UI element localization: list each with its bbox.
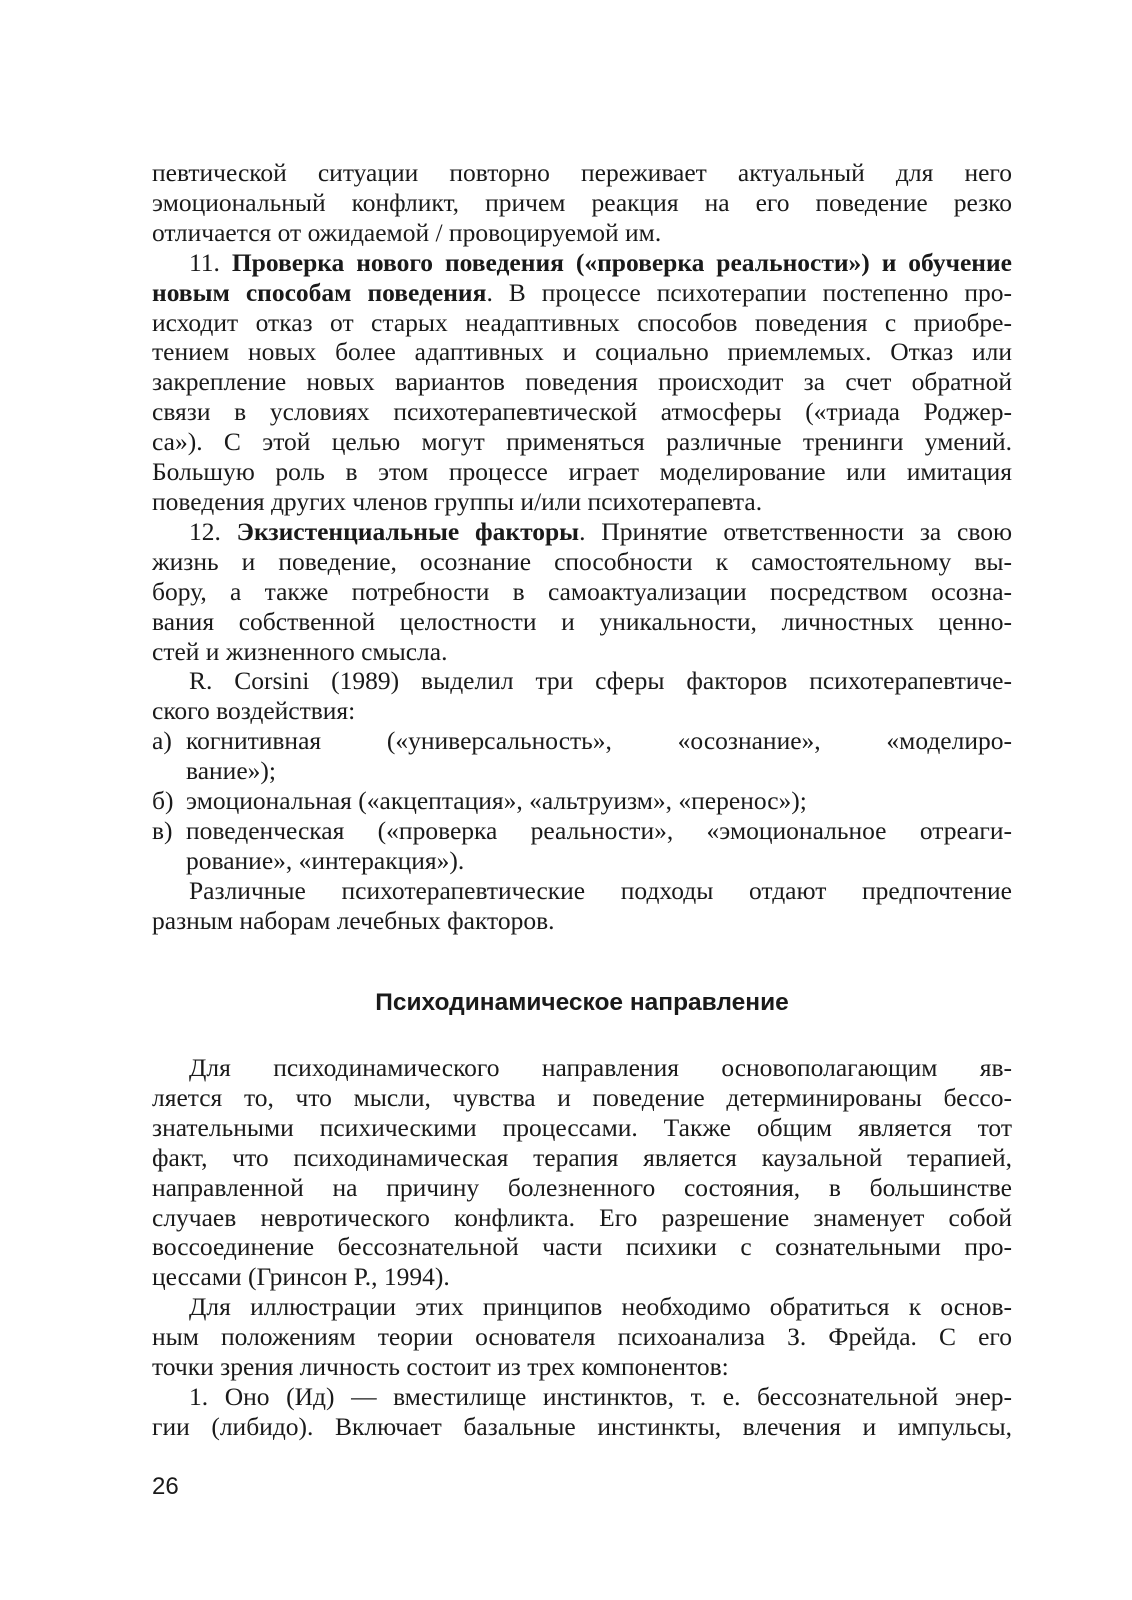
list-body [186, 816, 1012, 876]
text-line: вания собственной целостности и уникальности, личностных ценно- [152, 606, 1012, 636]
text-line: воссоединение бессознательной части психики с сознательными про- [152, 1232, 1012, 1262]
text-line: жизнь и поведение, осознание способности к самостоятельному вы- [152, 546, 1012, 576]
list-marker: а) [152, 726, 172, 756]
paragraph-corsini [152, 666, 1012, 726]
item-title-cont: новым способам поведения [152, 277, 487, 307]
item-number: 11. [189, 247, 232, 277]
list-item-behavioral [152, 816, 1012, 876]
paragraph-id [152, 1382, 1012, 1442]
text-block-top [152, 158, 1012, 936]
text-line: эмоциональный конфликт, причем реакция на его поведение резко [152, 187, 1012, 217]
page-number: 26 [152, 1473, 179, 1500]
text-line [152, 517, 1012, 547]
text-line: отличается от ожидаемой / провоцируемой им. [152, 217, 662, 247]
text-line: точки зрения личность состоит из трех компонентов: [152, 1352, 729, 1382]
text-line: R. Corsini (1989) выделил три сферы факторов психотерапевтиче- [189, 666, 1012, 696]
text-line: 1. Оно (Ид) — вместилище инстинктов, т. е. бессознательной энер- [189, 1381, 1012, 1411]
text-line: са»). С этой целью могут применяться различные тренинги умений. [152, 427, 1012, 457]
text-line [152, 248, 1012, 278]
text-block-bottom [152, 1053, 1012, 1442]
item-text: . В процессе психотерапии постепенно про- [486, 277, 1013, 307]
text-line: бору, а также потребности в самоактуализации посредством осозна- [152, 576, 1012, 606]
text-line: Для психодинамического направления основополагающим яв- [189, 1053, 1012, 1082]
text-line: эмоциональная («акцептация», «альтруизм», «перенос»); [186, 786, 807, 816]
text-line [152, 278, 1012, 308]
list-body [186, 726, 1012, 786]
text-line: тением новых более адаптивных и социально приемлемых. Отказ или [152, 337, 1012, 367]
paragraph-closing [152, 876, 1012, 936]
text-line: ского воздействия: [152, 696, 356, 726]
item-text: . Принятие ответственности за свою [579, 516, 1013, 546]
list-marker: б) [152, 786, 174, 816]
paragraph-freud [152, 1292, 1012, 1382]
text-line: когнитивная («универсальность», «осознание», «моделиро- [186, 726, 1012, 756]
text-line: рование», «интеракция»). [186, 845, 465, 875]
text-line: исходит отказ от старых неадаптивных способов поведения с приобре- [152, 307, 1012, 337]
text-line: разным наборам лечебных факторов. [152, 905, 555, 935]
paragraph-item-12 [152, 517, 1012, 667]
list-item-emotional [152, 786, 1012, 816]
paragraph-continued [152, 158, 1012, 248]
text-line: знательными психическими процессами. Также общим является тот [152, 1112, 1012, 1142]
list-body [186, 786, 1012, 816]
text-line: случаев невротического конфликта. Его разрешение знаменует собой [152, 1202, 1012, 1232]
text-line: связи в условиях психотерапевтической атмосферы («триада Роджер- [152, 397, 1012, 427]
text-line: Для иллюстрации этих принципов необходимо обратиться к основ- [189, 1292, 1012, 1322]
item-title: Экзистенциальные факторы [236, 516, 580, 546]
text-line: ным положениям теории основателя психоанализа З. Фрейда. С его [152, 1322, 1012, 1352]
text-line: гии (либидо). Включает базальные инстинкты, влечения и импульсы, [152, 1411, 1012, 1441]
text-line: ляется то, что мысли, чувства и поведение детерминированы бессо- [152, 1082, 1012, 1112]
text-line: Различные психотерапевтические подходы отдают предпочтение [189, 875, 1012, 905]
text-line: факт, что психодинамическая терапия является каузальной терапией, [152, 1142, 1012, 1172]
section-heading: Психодинамическое направление [375, 989, 789, 1016]
text-line: поведенческая («проверка реальности», «эмоциональное отреаги- [186, 815, 1012, 845]
text-line: направленной на причину болезненного состояния, в большинстве [152, 1172, 1012, 1202]
text-line: стей и жизненного смысла. [152, 636, 448, 666]
item-number: 12. [189, 516, 237, 546]
text-line: закрепление новых вариантов поведения происходит за счет обратной [152, 367, 1012, 397]
text-line: певтической ситуации повторно переживает актуальный для него [152, 158, 1012, 187]
item-title: Проверка нового поведения («проверка реальности») и обучение [231, 247, 1012, 277]
list-marker: в) [152, 815, 173, 845]
paragraph-item-11 [152, 248, 1012, 517]
list-item-cognitive [152, 726, 1012, 786]
text-line: Большую роль в этом процессе играет моделирование или имитация [152, 457, 1012, 487]
paragraph-psychodynamic [152, 1053, 1012, 1292]
text-line: вание»); [186, 756, 276, 786]
text-line: поведения других членов группы и/или психотерапевта. [152, 486, 763, 516]
text-line: цессами (Гринсон Р., 1994). [152, 1262, 450, 1292]
